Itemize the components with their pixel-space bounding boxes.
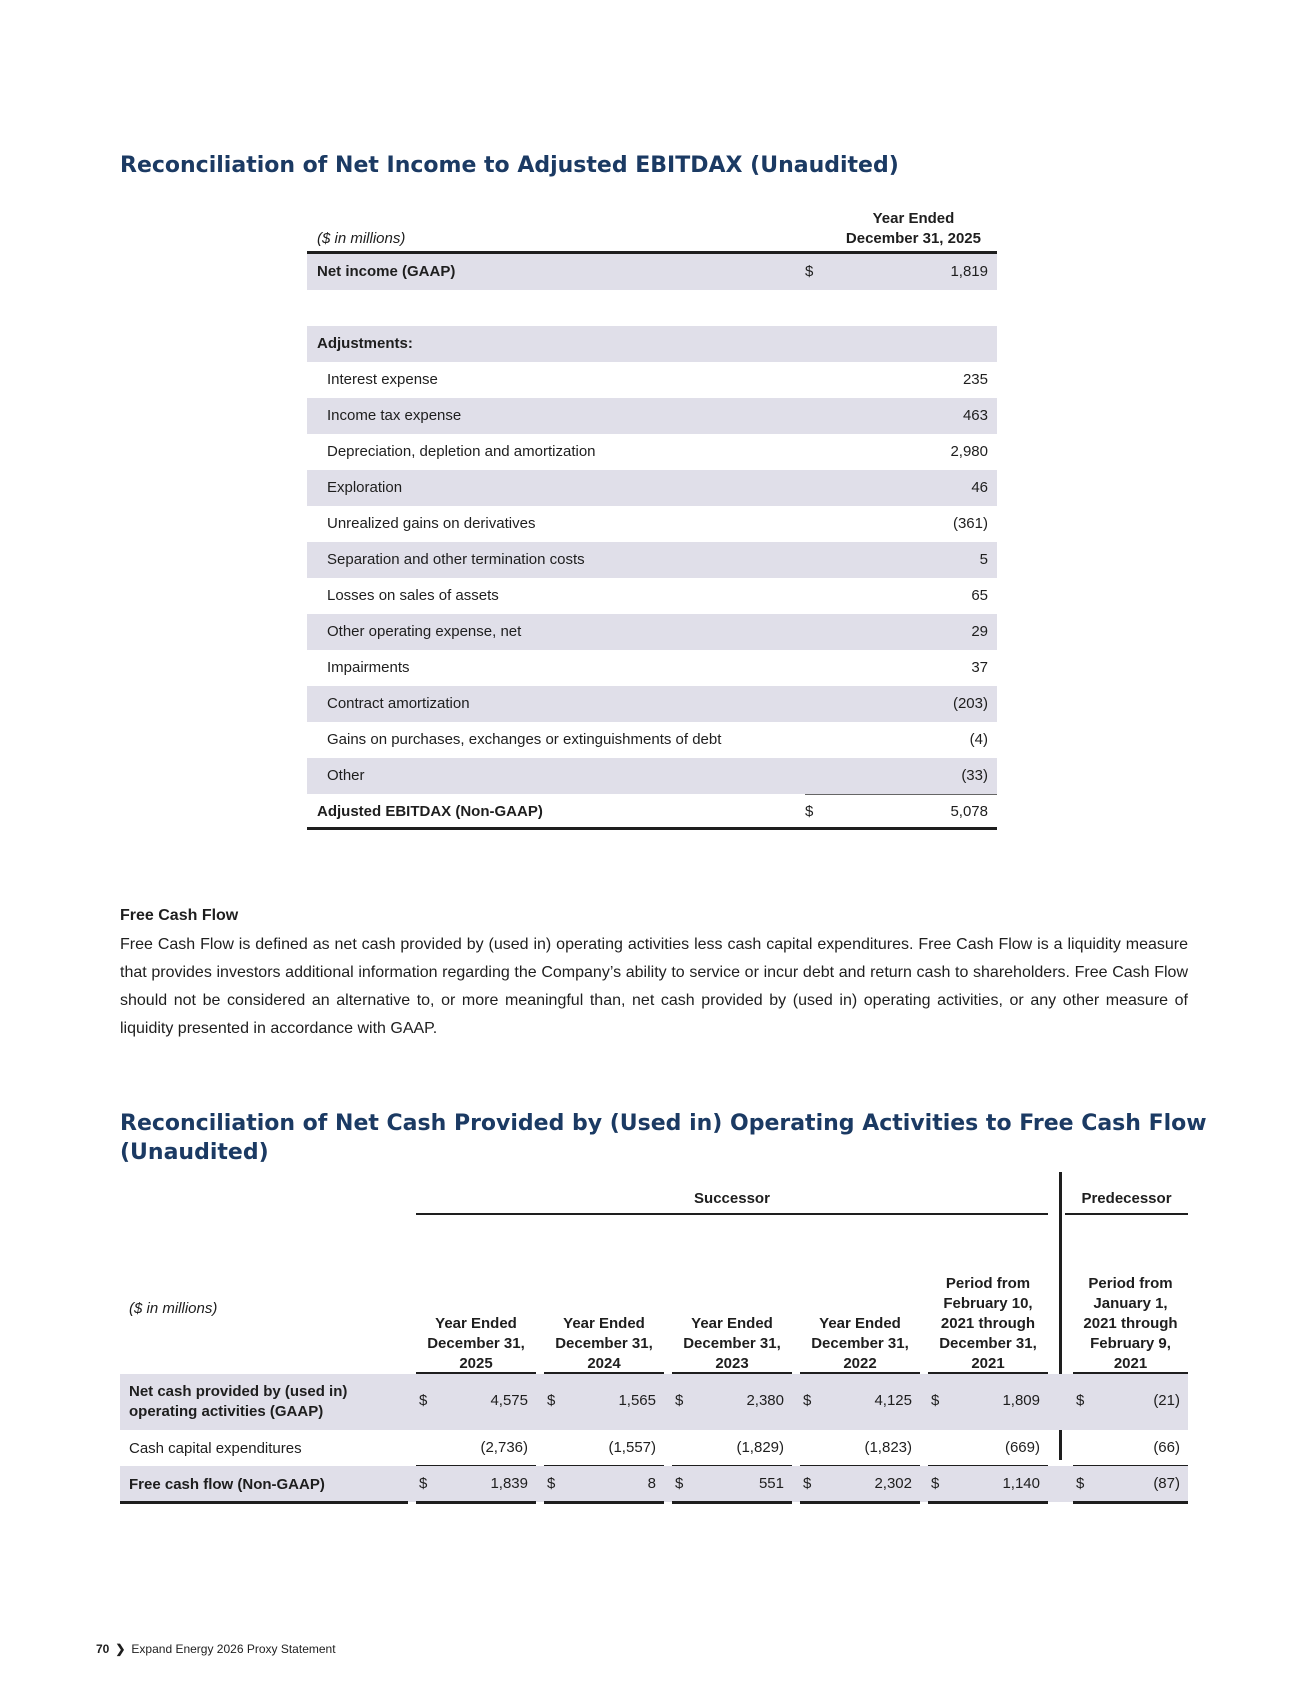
column-header-line: February 9, <box>1090 1335 1171 1352</box>
adjustment-label: Unrealized gains on derivatives <box>327 515 536 532</box>
adjustment-row <box>307 614 997 650</box>
row-label <box>129 1382 347 1422</box>
subtotal-rule <box>672 1465 792 1466</box>
adjustment-label: Exploration <box>327 479 403 496</box>
cell-value: (669) <box>1004 1439 1040 1456</box>
adjustment-label: Income tax expense <box>327 407 462 424</box>
fcf-paragraph: Free Cash Flow is defined as net cash provided by (used in) operating activities less cash capital expenditures. Free Cash Flow is a liquidity measure that provides investors additional information regarding the Company’s ability to service or incur debt and return cash to shareholders. Free Cash Flow should not be considered an alternative to, or more meaningful than, net cash provided by (used in) operating activities, or any other measure of liquidity presented in accordance with GAAP. <box>120 936 1188 1037</box>
adjustment-label: Separation and other termination costs <box>327 551 585 568</box>
adjusted-ebitdax-label: Adjusted EBITDAX (Non-GAAP) <box>317 803 543 820</box>
table-row <box>120 1466 1188 1502</box>
currency-symbol: $ <box>419 1475 428 1492</box>
adjustment-row <box>307 470 997 506</box>
total-rule <box>416 1501 536 1504</box>
subtotal-rule <box>1073 1465 1188 1466</box>
cell-value: (1,829) <box>736 1439 784 1456</box>
column-header-line: Period from <box>1088 1275 1173 1292</box>
adjustment-row <box>307 506 997 542</box>
row-label <box>129 1475 325 1495</box>
section2-title <box>120 1109 1207 1167</box>
adjustment-value: 37 <box>971 659 988 676</box>
adjustment-label: Depreciation, depletion and amortization <box>327 443 596 460</box>
adjustment-row <box>307 686 997 722</box>
column-header-text <box>1073 1274 1188 1374</box>
cell-value: 4,125 <box>874 1392 912 1409</box>
currency-symbol: $ <box>547 1475 556 1492</box>
column-header-line: 2024 <box>587 1355 621 1372</box>
fcf-heading: Free Cash Flow <box>120 907 239 924</box>
column-header-line: 2021 <box>1113 1355 1148 1372</box>
currency-symbol: $ <box>931 1392 940 1409</box>
column-header-line: Year Ended <box>819 1315 901 1332</box>
adjustment-row <box>307 758 997 794</box>
column-header-line: December 31, <box>811 1335 909 1352</box>
currency-symbol: $ <box>419 1392 428 1409</box>
currency-symbol: $ <box>675 1392 684 1409</box>
currency-symbol: $ <box>803 1392 812 1409</box>
row-label-line1: Free cash flow (Non-GAAP) <box>129 1476 325 1493</box>
currency-symbol: $ <box>1076 1392 1085 1409</box>
column-header-text <box>800 1314 920 1374</box>
unit-label: ($ in millions) <box>129 1300 218 1317</box>
column-header-text <box>928 1274 1048 1374</box>
cell-value: 1,839 <box>490 1475 528 1492</box>
adjustment-label: Gains on purchases, exchanges or extinguishments of debt <box>327 731 722 748</box>
adjustment-value: 29 <box>971 623 988 640</box>
cell-value: 2,380 <box>746 1392 784 1409</box>
currency-symbol: $ <box>805 263 814 280</box>
adjustment-label: Other operating expense, net <box>327 623 522 640</box>
adjusted-ebitdax-row <box>307 794 997 830</box>
adjustment-row <box>307 434 997 470</box>
column-header <box>544 1226 664 1374</box>
adjustment-value: 5 <box>979 551 988 568</box>
cell-value: 8 <box>647 1475 656 1492</box>
adjustment-value: 463 <box>962 407 988 424</box>
table-row <box>120 1374 1188 1430</box>
column-header <box>800 1226 920 1374</box>
document-title: Expand Energy 2026 Proxy Statement <box>131 1642 336 1656</box>
column-header-line: December 31, <box>939 1335 1037 1352</box>
section1-title: Reconciliation of Net Income to Adjusted EBITDAX (Unaudited) <box>120 153 899 178</box>
column-header-line: 2025 <box>459 1355 493 1372</box>
subtotal-rule <box>928 1465 1048 1466</box>
total-rule <box>1073 1501 1188 1504</box>
net-income-label: Net income (GAAP) <box>317 263 456 280</box>
column-header-line: 2022 <box>843 1355 877 1372</box>
adjusted-ebitdax-value: 5,078 <box>950 803 988 820</box>
table-row <box>120 1430 1188 1466</box>
cell-value: (87) <box>1153 1475 1180 1492</box>
adjustment-row <box>307 578 997 614</box>
group-rule-successor <box>416 1213 1048 1215</box>
row-label <box>129 1439 302 1459</box>
currency-symbol: $ <box>547 1392 556 1409</box>
spacer-row <box>307 290 997 326</box>
adjustment-row <box>307 722 997 758</box>
column-header <box>928 1226 1048 1374</box>
total-rule <box>928 1501 1048 1504</box>
column-header-line: December 31, <box>427 1335 525 1352</box>
column-header-line: January 1, <box>1093 1295 1168 1312</box>
column-header-line: December 31, <box>555 1335 653 1352</box>
column-header-line2: December 31, 2025 <box>845 230 981 247</box>
adjustment-value: (4) <box>969 731 988 748</box>
cell-value: (2,736) <box>480 1439 528 1456</box>
currency-symbol: $ <box>803 1475 812 1492</box>
row-label-line2: operating activities (GAAP) <box>129 1403 324 1420</box>
net-income-row <box>307 254 997 290</box>
adjustment-row <box>307 362 997 398</box>
adjustment-label: Interest expense <box>327 371 438 388</box>
cell-value: 1,809 <box>1002 1392 1040 1409</box>
page-number: 70 <box>96 1642 110 1656</box>
column-header-line: 2021 <box>971 1355 1005 1372</box>
column-header-line: 2023 <box>715 1355 749 1372</box>
cell-value: (66) <box>1153 1439 1180 1456</box>
section2-title-line1: Reconciliation of Net Cash Provided by (Used in) Operating Activities to Free Cash Flow <box>120 1111 1207 1136</box>
cell-value: (21) <box>1153 1392 1180 1409</box>
adjustment-value: (361) <box>952 515 988 532</box>
adjustments-label: Adjustments: <box>317 335 413 352</box>
unit-label: ($ in millions) <box>317 230 406 247</box>
column-header-line: 2021 through <box>940 1315 1036 1332</box>
total-rule <box>544 1501 664 1504</box>
column-header-line: Year Ended <box>563 1315 645 1332</box>
column-header-text <box>544 1314 664 1374</box>
adjustment-value: (33) <box>961 767 988 784</box>
chevron-right-icon: ❯ <box>115 1642 126 1656</box>
adjustment-row <box>307 542 997 578</box>
adjustment-value: 65 <box>971 587 988 604</box>
adjustment-label: Losses on sales of assets <box>327 587 499 604</box>
column-header-line: Year Ended <box>691 1315 773 1332</box>
group-label-predecessor: Predecessor <box>1081 1190 1172 1207</box>
column-header <box>416 1226 536 1374</box>
free-cash-flow-table <box>120 1172 1188 1493</box>
adjustment-value: 2,980 <box>950 443 988 460</box>
total-rule <box>800 1501 920 1504</box>
net-income-value: 1,819 <box>950 263 988 280</box>
currency-symbol: $ <box>931 1475 940 1492</box>
column-header-text <box>672 1314 792 1374</box>
section2-title-line2: (Unaudited) <box>120 1140 269 1165</box>
cell-value: (1,557) <box>608 1439 656 1456</box>
cell-value: (1,823) <box>864 1439 912 1456</box>
column-header <box>846 209 981 249</box>
row-label-line1: Net cash provided by (used in) <box>129 1383 348 1400</box>
subtotal-rule <box>416 1465 536 1466</box>
adjustment-value: 235 <box>962 371 988 388</box>
column-header-line: December 31, <box>683 1335 781 1352</box>
subtotal-rule <box>805 794 997 795</box>
adjustment-value: 46 <box>971 479 988 496</box>
page-footer <box>96 1642 336 1656</box>
subtotal-rule <box>800 1465 920 1466</box>
adjustments-header-row <box>307 326 997 362</box>
adjustment-label: Impairments <box>327 659 410 676</box>
column-header-line: Year Ended <box>435 1315 517 1332</box>
cell-value: 2,302 <box>874 1475 912 1492</box>
cell-value: 1,140 <box>1002 1475 1040 1492</box>
row-label-line1: Cash capital expenditures <box>129 1440 302 1457</box>
column-header-line: Period from <box>945 1275 1031 1292</box>
group-rule-predecessor <box>1065 1213 1188 1215</box>
column-header-line: February 10, <box>943 1295 1033 1312</box>
subtotal-rule <box>544 1465 664 1466</box>
cell-value: 551 <box>758 1475 784 1492</box>
ebitdax-table <box>307 208 997 830</box>
column-header-line1: Year Ended <box>872 210 955 227</box>
ebitdax-table-header <box>307 208 997 254</box>
cell-value: 4,575 <box>490 1392 528 1409</box>
adjustment-value: (203) <box>952 695 988 712</box>
currency-symbol: $ <box>675 1475 684 1492</box>
column-header-text <box>416 1314 536 1374</box>
column-header <box>672 1226 792 1374</box>
group-label-successor: Successor <box>694 1190 770 1207</box>
column-header-line: 2021 through <box>1083 1315 1178 1332</box>
cell-value: 1,565 <box>618 1392 656 1409</box>
total-rule-label <box>120 1501 408 1504</box>
column-header <box>1073 1226 1188 1374</box>
adjustment-label: Contract amortization <box>327 695 470 712</box>
adjustment-row <box>307 650 997 686</box>
currency-symbol: $ <box>805 803 814 820</box>
adjustment-row <box>307 398 997 434</box>
currency-symbol: $ <box>1076 1475 1085 1492</box>
total-rule <box>672 1501 792 1504</box>
adjustment-label: Other <box>327 767 365 784</box>
